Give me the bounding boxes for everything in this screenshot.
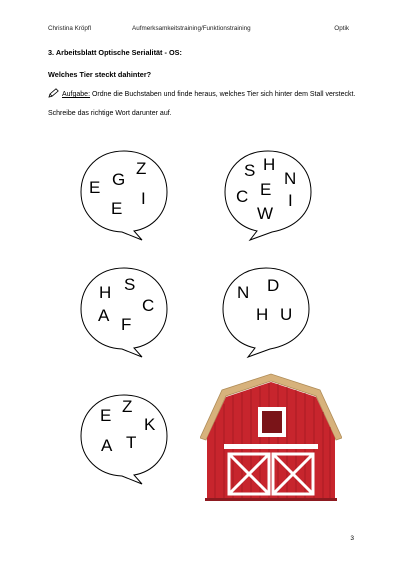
worksheet-question: Welches Tier steckt dahinter? [48, 70, 152, 79]
header-subject: Optik [334, 25, 349, 32]
write-instruction: Schreibe das richtige Wort darunter auf. [48, 110, 172, 117]
letter: I [288, 191, 293, 210]
letter: N [284, 169, 297, 188]
letter: U [280, 305, 293, 324]
letter: G [112, 170, 126, 189]
speech-bubble-3 [78, 265, 170, 360]
task-text: Ordne die Buchstaben und finde heraus, welches Tier sich hinter dem Stall versteckt. [90, 91, 356, 98]
task-label: Aufgabe: [62, 91, 91, 98]
letter: E [100, 406, 112, 425]
letter: A [98, 306, 110, 325]
letter: E [111, 199, 123, 218]
letter: W [257, 204, 274, 223]
letter: C [236, 187, 249, 206]
speech-bubble-5 [78, 392, 170, 487]
speech-bubble-4 [220, 265, 312, 360]
letter: K [144, 415, 156, 434]
barn-illustration [200, 372, 342, 512]
letter: Z [122, 397, 133, 416]
letter: H [99, 283, 112, 302]
letter: N [237, 283, 250, 302]
letter: F [121, 315, 132, 334]
letter: C [142, 296, 155, 315]
worksheet-title: 3. Arbeitsblatt Optische Serialität - OS: [48, 48, 182, 57]
pencil-icon [48, 88, 62, 102]
task-instructions [48, 88, 358, 102]
letter: H [256, 305, 269, 324]
letter: E [260, 180, 272, 199]
speech-bubble-1 [78, 148, 170, 243]
letter: S [124, 275, 136, 294]
letter: H [263, 155, 276, 174]
header-author: Christina Kröpfl [48, 25, 92, 32]
letter: I [141, 189, 146, 208]
letter: T [126, 433, 137, 452]
speech-bubble-2 [222, 148, 314, 243]
letter: D [267, 276, 280, 295]
letter: S [244, 161, 256, 180]
page-number: 3 [350, 535, 354, 542]
letter: E [89, 178, 101, 197]
header-topic: Aufmerksamkeitstraining/Funktionstraining [132, 25, 251, 32]
letter: A [101, 436, 113, 455]
letter: Z [136, 159, 147, 178]
